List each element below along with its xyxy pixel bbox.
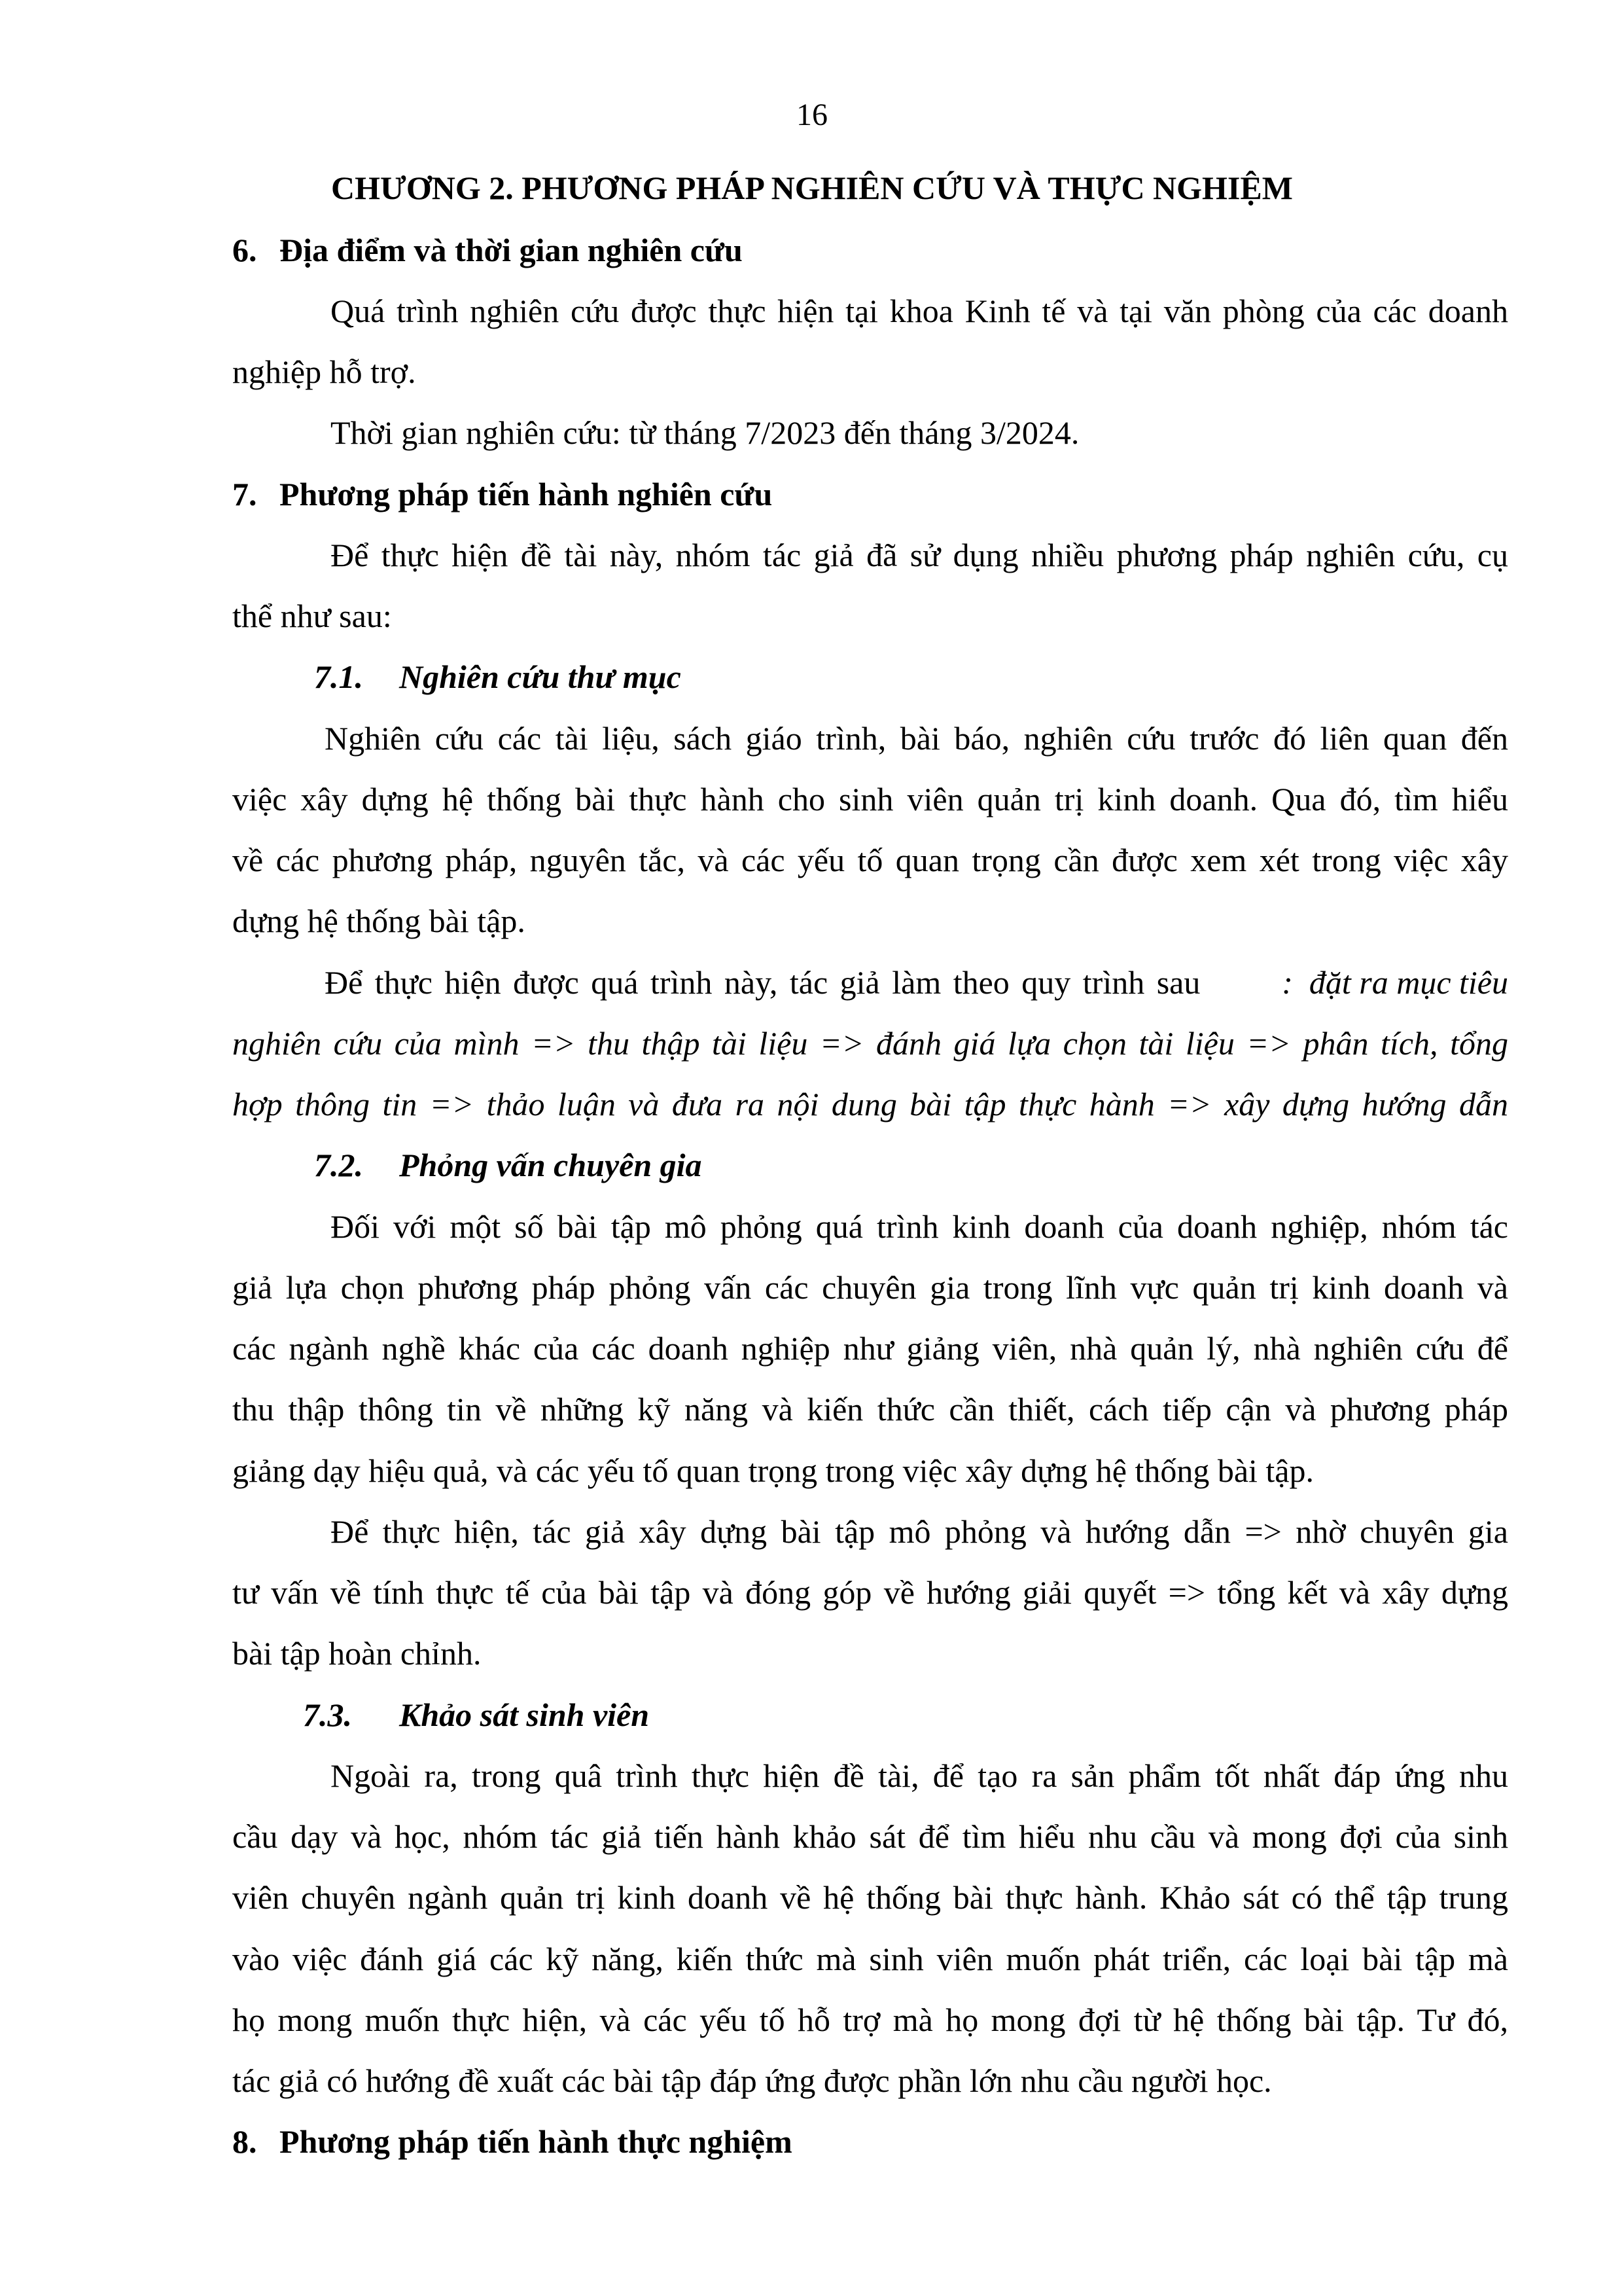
- process-intro-text: Để thực hiện được quá trình này, tác giả làm theo quy trình sau: [325, 964, 1201, 1001]
- subsection-7-1-para-2-line-3: hợp thông tin => thảo luận và đưa ra nội dung bài tập thực hành => xây dựng hướng dẫn: [232, 1086, 1508, 1122]
- subsection-7-3-para-1-line-3: viên chuyên ngành quản trị kinh doanh về hệ thống bài thực hành. Khảo sát có thể tập trung: [232, 1879, 1508, 1916]
- subsection-7-1-para-1-line-4: dựng hệ thống bài tập.: [232, 903, 525, 939]
- subsection-7-3-para-1-line-5: họ mong muốn thực hiện, và các yếu tố hỗ trợ mà họ mong đợi từ hệ thống bài tập. Tư đó,: [232, 2001, 1508, 2038]
- section-7-number: 7.: [232, 476, 257, 512]
- page-number: 16: [796, 98, 828, 132]
- section-6-para-2: Thời gian nghiên cứu: từ tháng 7/2023 đến tháng 3/2024.: [330, 414, 1080, 451]
- subsection-7-2-para-2-line-3: bài tập hoàn chỉnh.: [232, 1635, 482, 1672]
- section-6-para-1-line-2: nghiệp hỗ trợ.: [232, 353, 416, 390]
- subsection-7-3-heading: Khảo sát sinh viên: [399, 1696, 650, 1733]
- subsection-7-2-para-1-line-3: các ngành nghề khác của các doanh nghiệp như giảng viên, nhà quản lý, nhà nghiên cứu để: [232, 1330, 1508, 1367]
- subsection-7-1-heading: Nghiên cứu thư mục: [399, 658, 681, 695]
- subsection-7-1-para-1-line-3: về các phương pháp, nguyên tắc, và các yếu tố quan trọng cần được xem xét trong việc xây: [232, 842, 1508, 878]
- section-6-heading: Địa điểm và thời gian nghiên cứu: [279, 232, 743, 268]
- subsection-7-3-para-1-line-1: Ngoài ra, trong quâ trình thực hiện đề tài, để tạo ra sản phẩm tốt nhất đáp ứng nhu: [330, 1757, 1508, 1794]
- subsection-7-1-para-2-line-2: nghiên cứu của mình => thu thập tài liệu => đánh giá lựa chọn tài liệu => phân tích, tổng: [232, 1025, 1508, 1062]
- subsection-7-2-para-2-line-2: tư vấn về tính thực tế của bài tập và đóng góp về hướng giải quyết => tổng kết và xây dựng: [232, 1574, 1508, 1611]
- section-8-number: 8.: [232, 2123, 257, 2160]
- subsection-7-3-number: 7.3.: [303, 1696, 352, 1733]
- subsection-7-2-para-1-line-4: thu thập thông tin về những kỹ năng và kiến thức cần thiết, cách tiếp cận và phương pháp: [232, 1391, 1508, 1427]
- section-7-para-1-line-1: Để thực hiện đề tài này, nhóm tác giả đã sử dụng nhiều phương pháp nghiên cứu, cụ: [330, 537, 1508, 573]
- subsection-7-3-para-1-line-2: cầu dạy và học, nhóm tác giả tiến hành khảo sát để tìm hiểu nhu cầu và mong đợi của sinh: [232, 1818, 1508, 1855]
- subsection-7-1-number: 7.1.: [314, 658, 363, 695]
- process-step-text: : đặt ra mục tiêu: [1282, 964, 1508, 1001]
- subsection-7-2-para-2-line-1: Để thực hiện, tác giả xây dựng bài tập mô phỏng và hướng dẫn => nhờ chuyên gia: [330, 1513, 1508, 1550]
- subsection-7-2-number: 7.2.: [314, 1147, 363, 1183]
- chapter-title: CHƯƠNG 2. PHƯƠNG PHÁP NGHIÊN CỨU VÀ THỰC NGHIỆM: [331, 170, 1293, 206]
- section-8-heading: Phương pháp tiến hành thực nghiệm: [279, 2123, 792, 2160]
- section-6-number: 6.: [232, 232, 257, 268]
- subsection-7-2-para-1-line-5: giảng dạy hiệu quả, và các yếu tố quan trọng trong việc xây dựng hệ thống bài tập.: [232, 1452, 1315, 1489]
- section-7-heading: Phương pháp tiến hành nghiên cứu: [279, 476, 773, 512]
- subsection-7-3-para-1-line-6: tác giả có hướng đề xuất các bài tập đáp ứng được phần lớn nhu cầu người học.: [232, 2062, 1272, 2099]
- section-7-para-1-line-2: thể như sau:: [232, 598, 392, 634]
- subsection-7-2-para-1-line-2: giả lựa chọn phương pháp phỏng vấn các chuyên gia trong lĩnh vực quản trị kinh doanh và: [232, 1269, 1508, 1306]
- subsection-7-1-para-1-line-1: Nghiên cứu các tài liệu, sách giáo trình, bài báo, nghiên cứu trước đó liên quan đến: [325, 720, 1508, 757]
- section-6-para-1-line-1: Quá trình nghiên cứu được thực hiện tại khoa Kinh tế và tại văn phòng của các doanh: [330, 293, 1508, 329]
- subsection-7-2-heading: Phỏng vấn chuyên gia: [399, 1147, 702, 1183]
- subsection-7-1-para-2-line-1: [325, 966, 1508, 999]
- subsection-7-3-para-1-line-4: vào việc đánh giá các kỹ năng, kiến thức mà sinh viên muốn phát triển, các loại bài tập mà: [232, 1941, 1508, 1977]
- subsection-7-1-para-1-line-2: việc xây dựng hệ thống bài thực hành cho sinh viên quản trị kinh doanh. Qua đó, tìm hiểu: [232, 781, 1508, 817]
- subsection-7-2-para-1-line-1: Đối với một số bài tập mô phỏng quá trình kinh doanh của doanh nghiệp, nhóm tác: [330, 1208, 1508, 1245]
